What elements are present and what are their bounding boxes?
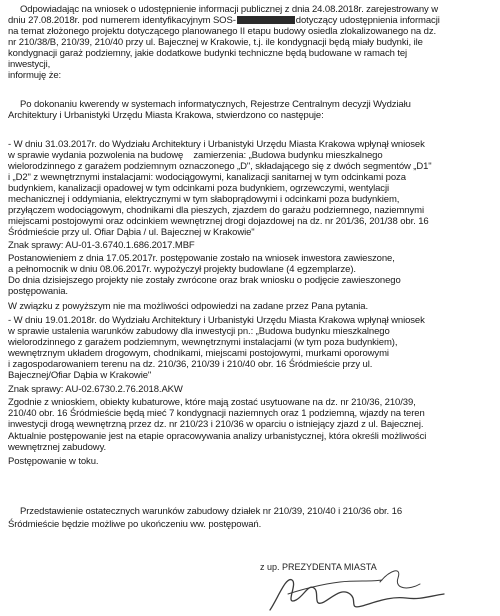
text-line: na temat złożonego projektu dotyczącego planowanego II etapu budowy osiedla zlokalizowanego na dz. (8, 26, 437, 37)
text-segment: dniu 27.08.2018r. pod numerem identyfikacyjnym SOS- (8, 15, 236, 26)
text-line: Bajecznej/Ofiar Dąbia w Krakowie" (8, 370, 152, 381)
text-line: Zgodnie z wnioskiem, obiekty kubaturowe, które mają zostać usytuowane na dz. nr 210/36, 210/39, (8, 397, 416, 408)
text-segment: dotyczący udostępnienia informacji (295, 15, 440, 26)
text-line: inwestycji drogą wewnętrzną przez dz. nr 210/23 i 210/36 w oparciu o istniejący zjazd z ul. Bajecznej. (8, 419, 424, 430)
text-line: wielorodzinnego z garażem podziemnym, wewnętrznymi instalacjami (w tym poza budynkiem), (8, 337, 398, 348)
text-line: - W dniu 19.01.2018r. do Wydziału Architektury i Urbanistyki Urzędu Miasta Krakowa wpłynął wniosek (8, 315, 425, 326)
signature-caption: z up. PREZYDENTA MIASTA (260, 562, 377, 572)
text-line: w sprawie wydania pozwolenia na budowę zamierzenia: „Budowa budynku mieszkalnego (8, 150, 383, 161)
signature-block (230, 560, 500, 616)
text-line: Architektury i Urbanistyki Urzędu Miasta Krakowa, stwierdzono co następuje: (8, 110, 324, 121)
text-line: wielorodzinnego z garażem podziemnym oznaczonego „D", składającego się z dwóch segmentów „D1" (8, 161, 432, 172)
redaction-mark (237, 16, 295, 24)
text-line: Postanowieniem z dnia 17.05.2017r. postępowanie zostało na wniosek inwestora zawieszone, (8, 253, 395, 264)
text-line: Po dokonaniu kwerendy w systemach informatycznych, Rejestrze Centralnym decyzji Wydziału (20, 99, 411, 110)
text-line: kondygnacji garaż podziemny, jakie dodatkowe budynki techniczne będą budowane w ramach tej (8, 48, 408, 59)
text-line: Śródmieście będzie możliwe po ukończeniu ww. postępowań. (8, 519, 262, 530)
text-line: Znak sprawy: AU-02.6730.2.76.2018.AKW (8, 384, 183, 395)
text-line: 210/40 obr. 16 Śródmieście będą mieć 7 kondygnacji naziemnych oraz 1 podziemną, wjazdy na teren (8, 408, 425, 419)
text-line: W związku z powyższym nie ma możliwości odpowiedzi na zadane przez Pana pytania. (8, 301, 369, 312)
text-line: postępowania. (8, 286, 68, 297)
text-line: Aktualnie postępowanie jest na etapie opracowywania analizy urbanistycznej, która określi możliwości (8, 431, 427, 442)
text-line: Do dnia dzisiejszego projekty nie zostały zwrócone oraz brak wniosku o podjęcie zawieszonego (8, 275, 401, 286)
text-line: - W dniu 31.03.2017r. do Wydziału Architektury i Urbanistyki Urzędu Miasta Krakowa wpłynął wniosek (8, 139, 425, 150)
text-line: i „D2" z wewnętrznymi instalacjami: wodociągowymi, kanalizacji sanitarnej w tym odcinkami poza (8, 172, 406, 183)
text-line: Śródmieście przy ul. Ofiar Dąbia / ul. Bajecznej w Krakowie" (8, 227, 255, 238)
text-line: przyłączem wodociągowym, chodnikami dla pieszych, zjazdem do garażu podziemnego, naziemnymi (8, 205, 424, 216)
text-line: a pełnomocnik w dniu 08.06.2017r. wypożyczył projekty budowlane (4 egzemplarze). (8, 264, 356, 275)
text-line: Odpowiadając na wniosek o udostępnienie informacji publicznej z dnia 24.08.2018r. zarejestrowany w (20, 4, 438, 15)
text-line: wewnętrznej zabudowy. (8, 442, 107, 453)
text-line: informuję że: (8, 70, 62, 81)
text-line: Postępowanie w toku. (8, 456, 99, 467)
text-line: mechanicznej i oddymiania, elektrycznymi w tym słaboprądowymi i odcinkami poza budynkiem, (8, 194, 400, 205)
text-line: w sprawie ustalenia warunków zabudowy dla inwestycji pn.: „Budowa budynku mieszkalnego (8, 326, 390, 337)
text-line (8, 15, 440, 26)
text-line: budynkiem, kanalizacji opadowej w tym odcinkami poza budynkiem, ogrzewczymi, wentylacji (8, 183, 389, 194)
text-line: Znak sprawy: AU-01-3.6740.1.686.2017.MBF (8, 240, 195, 251)
text-line: inwestycji, (8, 59, 51, 70)
text-line: Przedstawienie ostatecznych warunków zabudowy działek nr 210/39, 210/40 i 210/36 obr. 16 (20, 506, 402, 517)
text-line: wewnętrznym układem drogowym, chodnikami, miejscami postojowymi, murkami oporowymi (8, 348, 389, 359)
text-line: nr 210/38/B, 210/39, 210/40 przy ul. Bajecznej w Krakowie, t.j. ile kondygnacji będą miały budynki, ile (8, 37, 423, 48)
text-line: i zagospodarowaniem terenu na dz. 210/36, 210/39 i 210/40 obr. 16 Śródmieście przy ul. (8, 359, 373, 370)
text-line: miejscami postojowymi oraz odcinkiem wewnętrznej drogi dojazdowej na dz. nr 201/36, 201/38 obr. 16 (8, 216, 429, 227)
